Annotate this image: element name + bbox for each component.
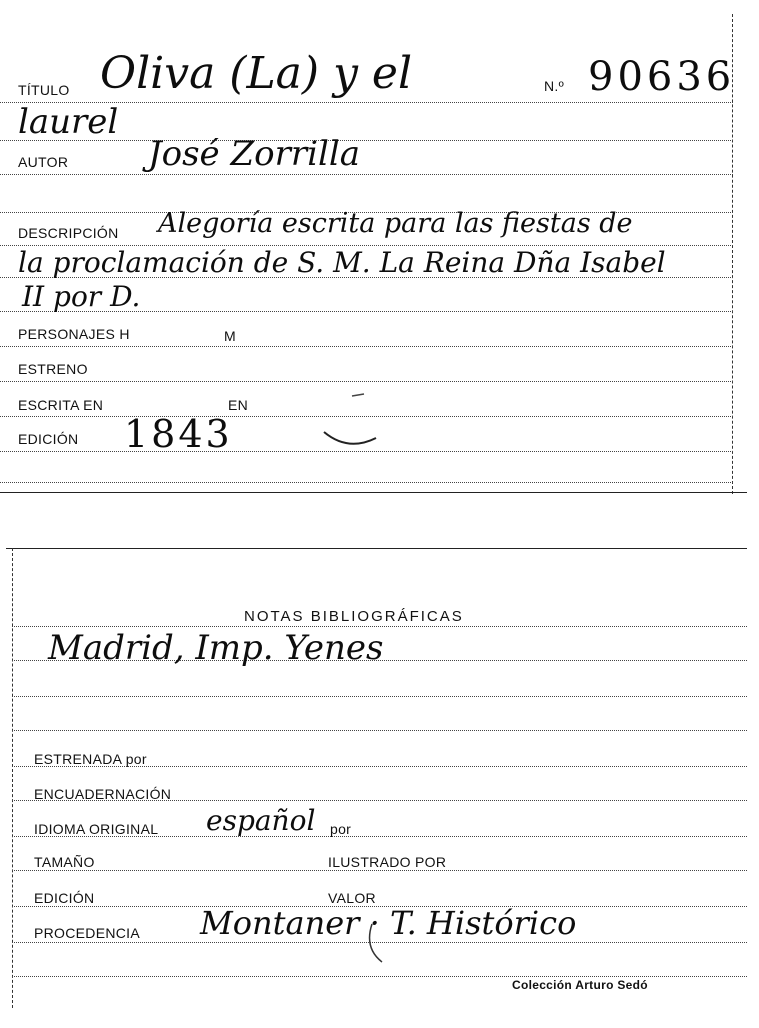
autor-label: AUTOR: [18, 154, 69, 170]
numero-label: N.º: [544, 78, 565, 94]
idioma-por-label: por: [330, 821, 352, 837]
rule-line: [12, 976, 747, 977]
rule-line: [0, 174, 733, 175]
descripcion-value-line1: Alegoría escrita para las fiestas de: [158, 208, 633, 239]
en-label: EN: [228, 397, 249, 413]
estrenada-por-label: ESTRENADA por: [34, 751, 147, 767]
personajes-h-label: PERSONAJES H: [18, 326, 130, 342]
procedencia-value: Montaner · T. Histórico: [200, 904, 577, 942]
personajes-m-label: M: [224, 328, 236, 344]
notas-line1: Madrid, Imp. Yenes: [48, 628, 384, 668]
ink-stamp-mark: [362, 918, 422, 968]
autor-value: José Zorrilla: [148, 134, 360, 174]
coleccion-credit: Colección Arturo Sedó: [512, 978, 648, 992]
rule-line: [0, 381, 733, 382]
descripcion-value-line3: II por D.: [22, 280, 141, 313]
titulo-label: TÍTULO: [18, 82, 70, 98]
rule-line: [12, 870, 747, 871]
rule-line: [0, 451, 733, 452]
edicion-label: EDICIÓN: [18, 431, 79, 447]
encuadernacion-label: ENCUADERNACIÓN: [34, 786, 172, 802]
titulo-value-line1: Oliva (La) y el: [100, 48, 413, 99]
numero-value: 90636: [588, 54, 736, 100]
rule-line: [12, 730, 747, 731]
ink-stamp-mark: [318, 390, 388, 450]
card-edge-left: [12, 548, 13, 1008]
titulo-value-line2: laurel: [18, 102, 119, 142]
edicion-label-bottom: EDICIÓN: [34, 890, 95, 906]
descripcion-label: DESCRIPCIÓN: [18, 225, 119, 241]
descripcion-value-line2: la proclamación de S. M. La Reina Dña Isabel: [18, 246, 666, 279]
catalog-card-front: [0, 14, 736, 494]
card-edge-top: [6, 548, 747, 549]
edicion-value: 1843: [124, 412, 233, 456]
idioma-original-label: IDIOMA ORIGINAL: [34, 821, 159, 837]
card-edge-bottom: [0, 492, 747, 493]
rule-line: [12, 696, 747, 697]
estreno-label: ESTRENO: [18, 361, 88, 377]
valor-label: VALOR: [328, 890, 376, 906]
rule-line: [0, 346, 733, 347]
rule-line: [12, 626, 747, 627]
notas-bibliograficas-title: NOTAS BIBLIOGRÁFICAS: [244, 608, 464, 625]
ilustrado-por-label: ILUSTRADO POR: [328, 854, 447, 870]
catalog-card-back: [12, 548, 747, 1008]
rule-line: [0, 482, 733, 483]
escrita-en-label: ESCRITA EN: [18, 397, 104, 413]
procedencia-label: PROCEDENCIA: [34, 925, 140, 941]
tamano-label: TAMAÑO: [34, 854, 95, 870]
idioma-original-value: español: [206, 804, 316, 837]
